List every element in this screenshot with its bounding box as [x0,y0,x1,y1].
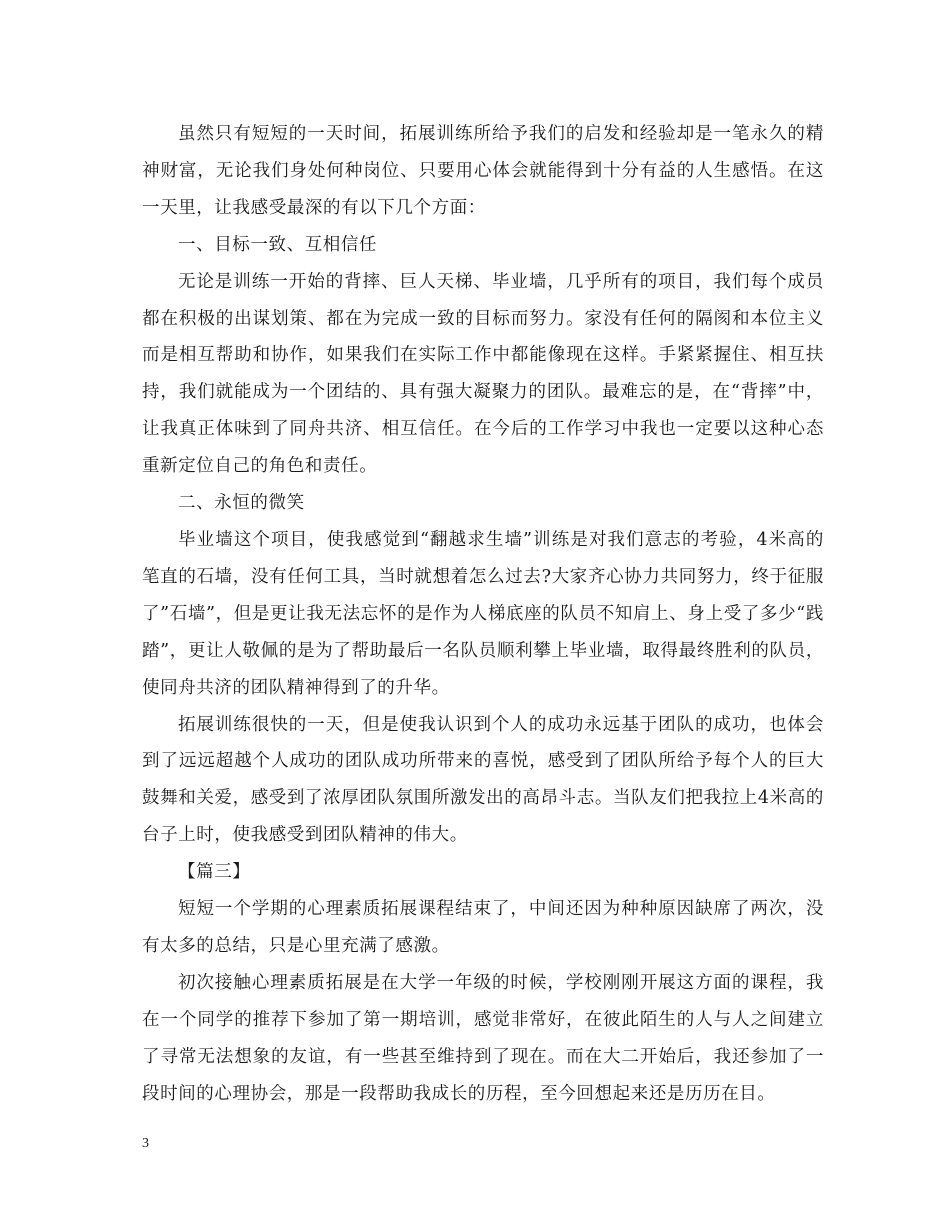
paragraph: 初次接触心理素质拓展是在大学一年级的时候，学校刚刚开展这方面的课程，我在一个同学的推荐下参加了第一期培训，感觉非常好，在彼此陌生的人与人之间建立了寻常无法想象的友谊，有一些甚至维持到了现在。而在大二开始后，我还参加了一段时间的心理协会，那是一段帮助我成长的历程，至今回想起来还是历历在目。 [142,972,824,1104]
document-body [142,116,824,1112]
section-heading: 二、永恒的微笑 [178,493,305,514]
paragraph: 短短一个学期的心理素质拓展课程结束了，中间还因为种种原因缺席了两次，没有太多的总结，只是心里充满了感激。 [142,899,824,956]
section-heading: 一、目标一致、互相信任 [178,234,378,255]
paragraph: 拓展训练很快的一天，但是使我认识到个人的成功永远基于团队的成功，也体会到了远远超越个人成功的团队成功所带来的喜悦，感受到了团队所给予每个人的巨大鼓舞和关爱，感受到了浓厚团队氛围所激发出的高昂斗志。当队友们把我拉上4米高的台子上时，使我感受到团队精神的伟大。 [142,714,824,846]
paragraph: 无论是训练一开始的背摔、巨人天梯、毕业墙，几乎所有的项目，我们每个成员都在积极的出谋划策、都在为完成一致的目标而努力。家没有任何的隔阂和本位主义而是相互帮助和协作，如果我们在实际工作中都能像现在这样。手紧紧握住、相互扶持，我们就能成为一个团结的、具有强大凝聚力的团队。最难忘的是，在“背摔”中，让我真正体味到了同舟共济、相互信任。在今后的工作学习中我也一定要以这种心态重新定位自己的角色和责任。 [142,271,824,477]
paragraph: 虽然只有短短的一天时间，拓展训练所给予我们的启发和经验却是一笔永久的精神财富，无论我们身处何种岗位、只要用心体会就能得到十分有益的人生感悟。在这一天里，让我感受最深的有以下几个方面： [142,124,824,218]
page-number: 3 [142,1136,149,1151]
paragraph: 毕业墙这个项目，使我感觉到“翻越求生墙”训练是对我们意志的考验，4米高的笔直的石墙，没有任何工具，当时就想着怎么过去?大家齐心协力共同努力，终于征服了”石墙”，但是更让我无法忘怀的是作为人梯底座的队员不知肩上、身上受了多少“践踏”，更让人敬佩的是为了帮助最后一名队员顺利攀上毕业墙，取得最终胜利的队员，使同舟共济的团队精神得到了的升华。 [142,529,824,698]
section-heading: 【篇三】 [178,862,251,883]
